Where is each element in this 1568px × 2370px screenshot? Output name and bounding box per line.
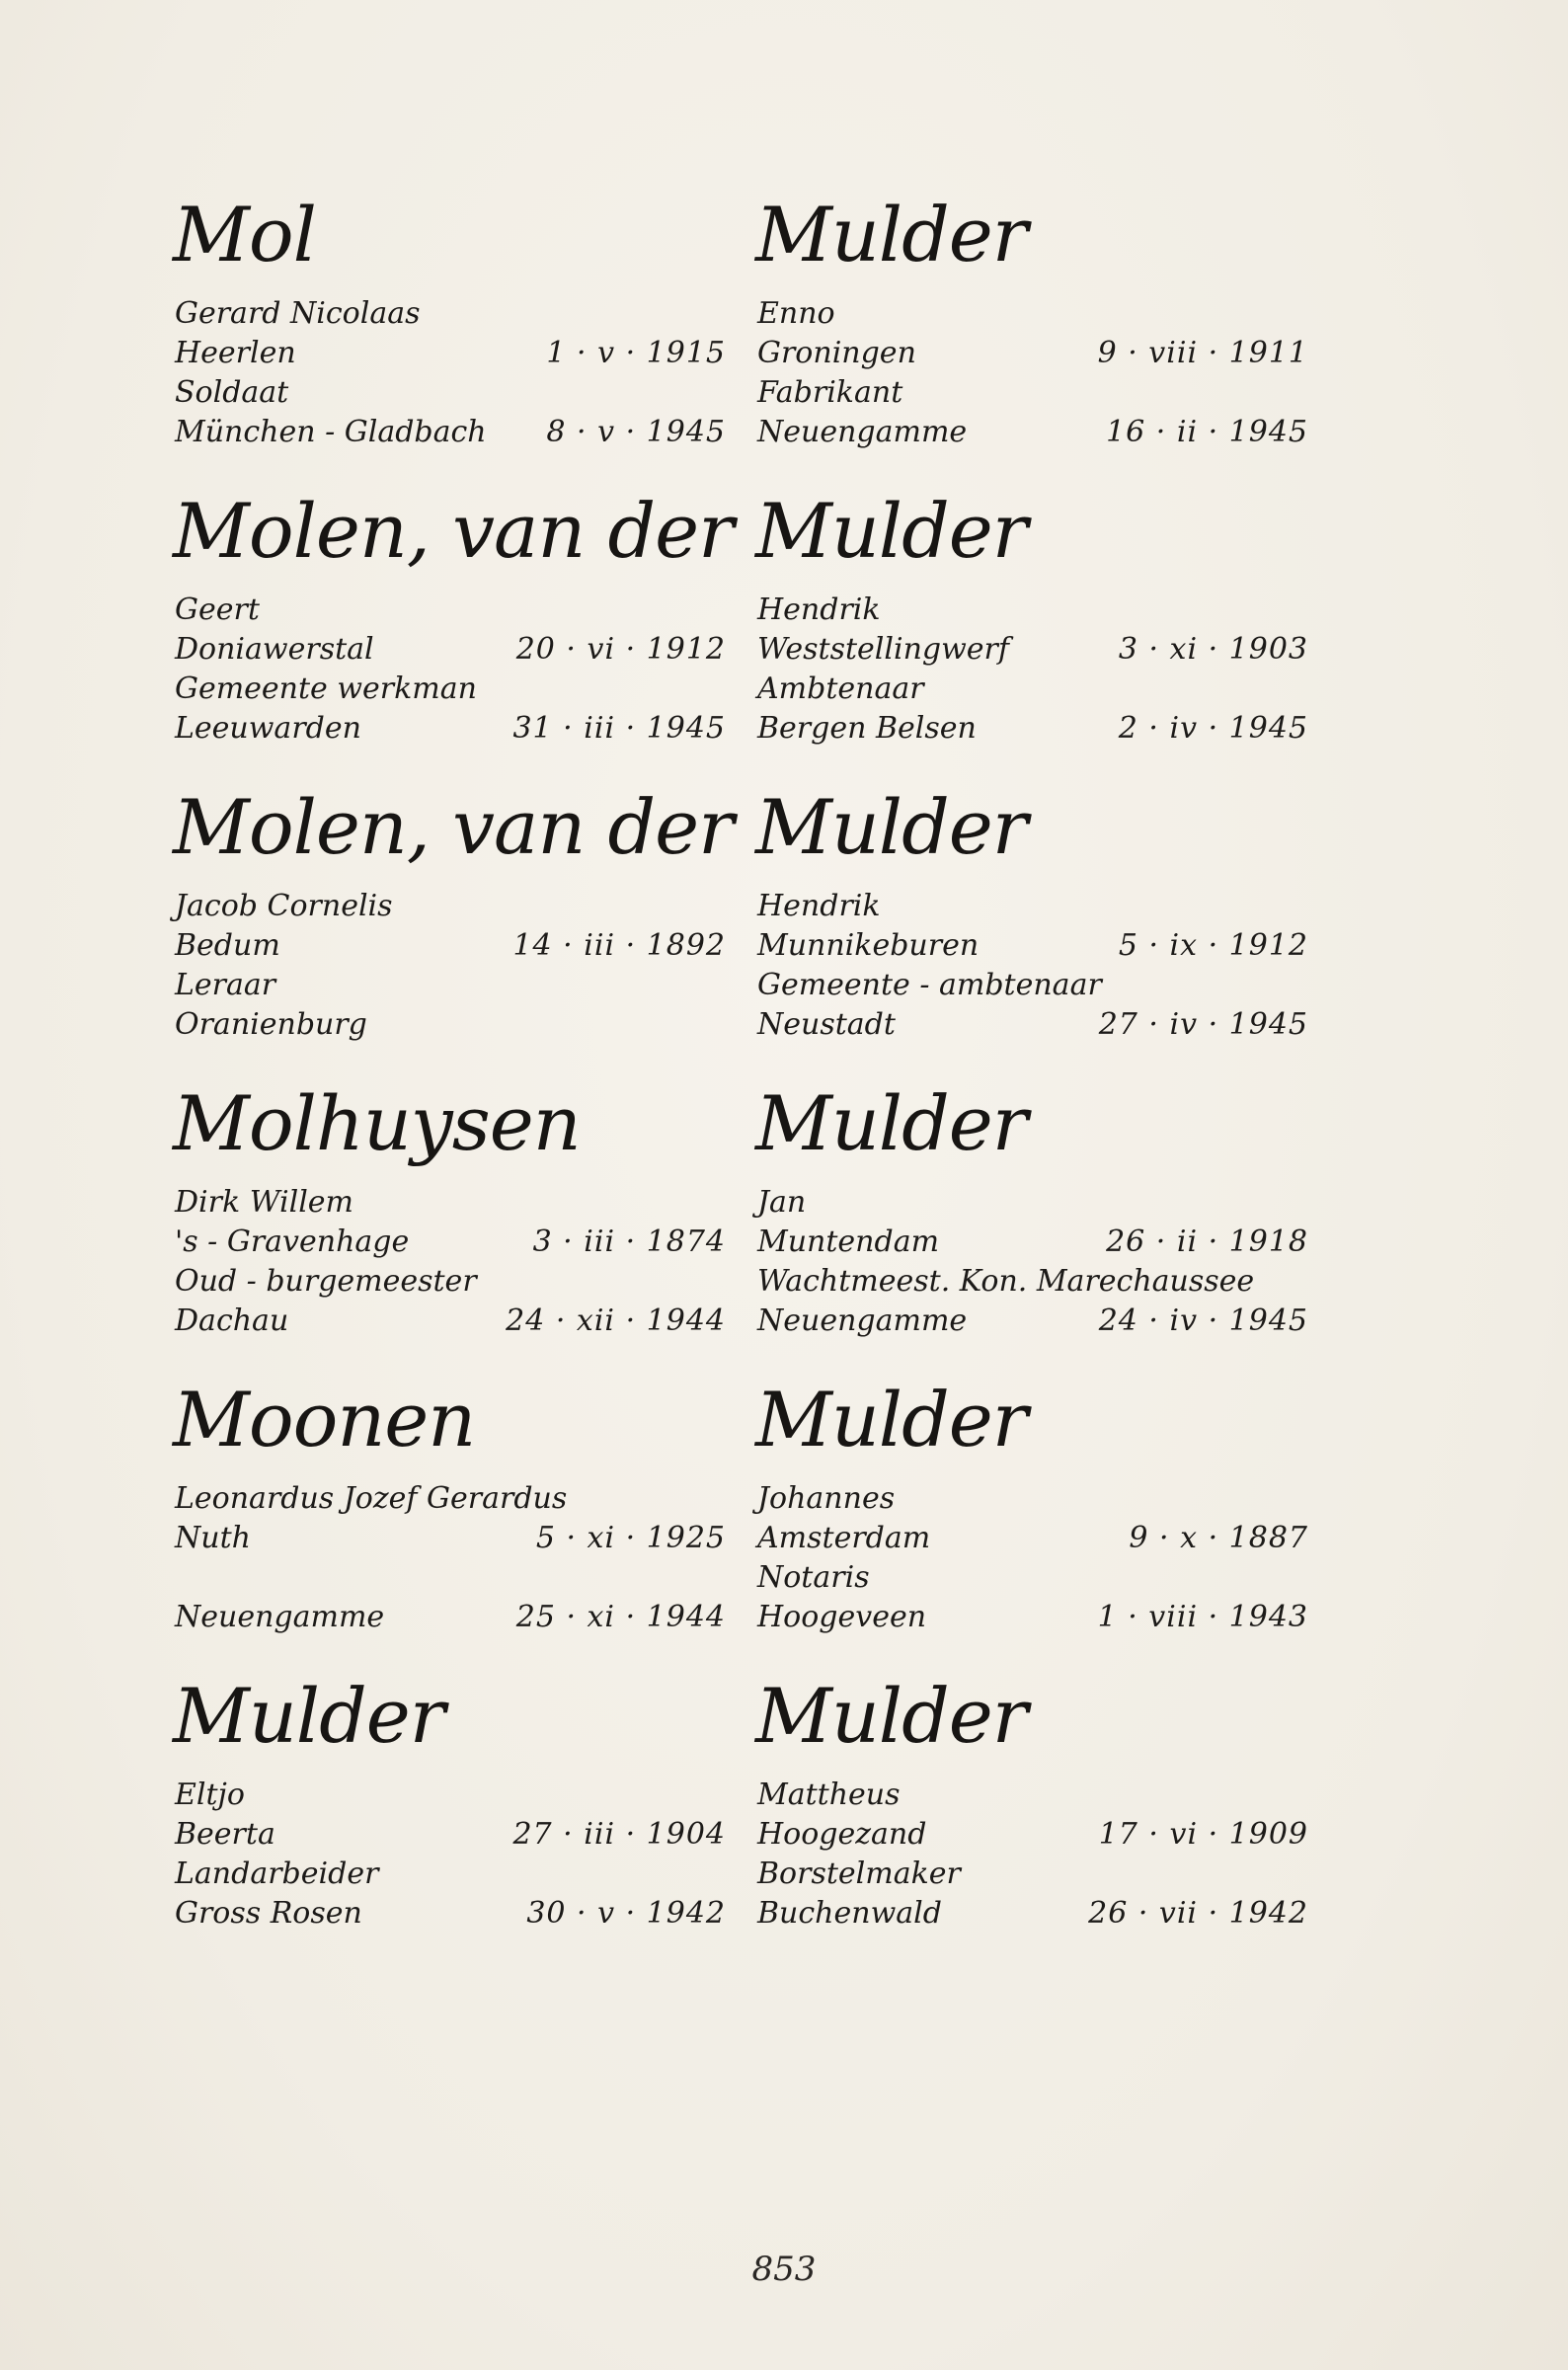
birth-line [755,926,1308,966]
death-date: 26 · vii · 1942 [1088,1896,1308,1931]
surname: Mulder [755,1376,1028,1463]
occupation: Notaris [757,1560,870,1595]
surname: Mulder [755,1672,1028,1760]
name-line [755,591,1308,630]
entry [173,188,726,484]
birth-line [755,630,1308,670]
given-names: Hendrik [757,889,881,923]
death-date: 31 · iii · 1945 [512,711,726,746]
entry [755,484,1308,780]
name-line [173,1183,726,1223]
name-line [755,1183,1308,1223]
occupation-line [755,670,1308,709]
entry [173,484,734,780]
birth-date: 27 · iii · 1904 [512,1817,726,1852]
given-names: Enno [757,296,835,331]
birth-place: Nuth [175,1521,251,1555]
death-line [173,1302,726,1341]
given-names: Dirk Willem [175,1185,353,1220]
birth-date: 5 · ix · 1912 [1118,928,1308,963]
entry [755,1669,1308,1965]
name-line [755,294,1308,334]
birth-date: 9 · viii · 1911 [1097,336,1308,370]
occupation: Landarbeider [175,1856,379,1891]
birth-place: 's - Gravenhage [175,1224,410,1259]
birth-line [173,1223,726,1262]
occupation: Fabrikant [757,375,903,410]
surname: Mulder [755,783,1028,871]
given-names: Leonardus Jozef Gerardus [175,1481,568,1516]
birth-place: Bedum [175,928,280,963]
death-place: Hoogeveen [757,1600,927,1634]
left-column [173,188,734,1965]
given-names: Mattheus [757,1778,901,1812]
death-line [755,1302,1308,1341]
occupation-line [173,966,726,1005]
given-names: Geert [175,592,260,627]
entry [173,1076,726,1373]
birth-line [755,1223,1308,1262]
birth-line [755,334,1308,373]
entry [173,780,734,1076]
death-date: 1 · viii · 1943 [1097,1600,1308,1634]
name-line [755,887,1308,926]
death-line [755,1894,1308,1934]
death-date: 2 · iv · 1945 [1118,711,1308,746]
death-date: 27 · iv · 1945 [1098,1007,1308,1042]
death-line [755,709,1308,749]
occupation-line [173,1262,726,1302]
death-date: 16 · ii · 1945 [1106,415,1308,449]
name-line [755,1776,1308,1815]
death-date: 24 · xii · 1944 [506,1304,726,1338]
occupation-line [755,373,1308,413]
occupation: Leraar [175,968,276,1002]
birth-line [173,1815,726,1855]
death-line [173,1005,726,1045]
birth-place: Munnikeburen [757,928,980,963]
occupation: Gemeente werkman [175,672,477,706]
birth-line [173,1519,726,1558]
entry [755,1076,1308,1373]
occupation: Borstelmaker [757,1856,961,1891]
name-line [173,294,726,334]
death-line [755,413,1308,452]
death-line [173,709,726,749]
occupation-line [173,1558,726,1598]
entry [173,1669,726,1965]
name-line [755,1479,1308,1519]
death-line [755,1598,1308,1637]
entry [173,1373,726,1669]
birth-line [755,1815,1308,1855]
given-names: Jan [757,1185,807,1220]
death-place: Dachau [175,1304,289,1338]
birth-place: Weststellingwerf [757,632,1009,667]
occupation-line [173,373,726,413]
birth-date: 14 · iii · 1892 [512,928,726,963]
birth-line [173,334,726,373]
death-line [173,1598,726,1637]
occupation: Gemeente - ambtenaar [757,968,1102,1002]
birth-date: 20 · vi · 1912 [515,632,726,667]
surname: Mulder [173,1672,445,1760]
entry [755,1373,1308,1669]
surname: Molen, van der [173,783,734,871]
death-place: Neustadt [757,1007,896,1042]
birth-place: Hoogezand [757,1817,927,1852]
death-place: Neuengamme [757,415,968,449]
name-line [173,1776,726,1815]
surname: Mulder [755,1079,1028,1167]
occupation: Oud - burgemeester [175,1264,477,1299]
entry [755,780,1308,1076]
birth-date: 3 · iii · 1874 [532,1224,726,1259]
given-names: Jacob Cornelis [175,889,393,923]
death-line [755,1005,1308,1045]
death-line [173,413,726,452]
birth-place: Muntendam [757,1224,940,1259]
birth-date: 5 · xi · 1925 [535,1521,726,1555]
surname: Mulder [755,191,1028,278]
birth-date: 1 · v · 1915 [546,336,726,370]
given-names: Gerard Nicolaas [175,296,421,331]
occupation-line [173,670,726,709]
death-place: Bergen Belsen [757,711,977,746]
occupation-line [173,1855,726,1894]
right-column [755,188,1308,1965]
surname: Mulder [755,487,1028,575]
birth-place: Amsterdam [757,1521,931,1555]
name-line [173,1479,726,1519]
given-names: Hendrik [757,592,881,627]
death-place: München - Gladbach [175,415,487,449]
death-place: Oranienburg [175,1007,367,1042]
death-place: Neuengamme [175,1600,385,1634]
surname: Molen, van der [173,487,734,575]
occupation-line [755,966,1308,1005]
birth-date: 3 · xi · 1903 [1118,632,1308,667]
birth-place: Heerlen [175,336,296,370]
birth-line [173,926,726,966]
occupation-line [755,1558,1308,1598]
occupation-line [755,1855,1308,1894]
birth-place: Beerta [175,1817,275,1852]
page-number: 853 [751,2250,817,2289]
death-line [173,1894,726,1934]
death-date: 25 · xi · 1944 [515,1600,726,1634]
surname: Moonen [173,1376,476,1463]
occupation: Wachtmeest. Kon. Marechaussee [757,1264,1255,1299]
death-date: 30 · v · 1942 [526,1896,726,1931]
death-place: Leeuwarden [175,711,361,746]
name-line [173,591,726,630]
death-date: 8 · v · 1945 [546,415,726,449]
death-place: Gross Rosen [175,1896,362,1931]
birth-line [173,630,726,670]
death-date: 24 · iv · 1945 [1098,1304,1308,1338]
birth-place: Doniawerstal [175,632,374,667]
birth-date: 9 · x · 1887 [1129,1521,1308,1555]
death-place: Neuengamme [757,1304,968,1338]
occupation-line [755,1262,1308,1302]
birth-date: 17 · vi · 1909 [1098,1817,1308,1852]
entry [755,188,1308,484]
given-names: Johannes [757,1481,896,1516]
surname: Mol [173,191,316,278]
occupation: Ambtenaar [757,672,924,706]
given-names: Eltjo [175,1778,245,1812]
name-line [173,887,726,926]
surname: Molhuysen [173,1079,581,1167]
birth-place: Groningen [757,336,916,370]
occupation: Soldaat [175,375,289,410]
birth-line [755,1519,1308,1558]
birth-date: 26 · ii · 1918 [1106,1224,1308,1259]
death-place: Buchenwald [757,1896,942,1931]
